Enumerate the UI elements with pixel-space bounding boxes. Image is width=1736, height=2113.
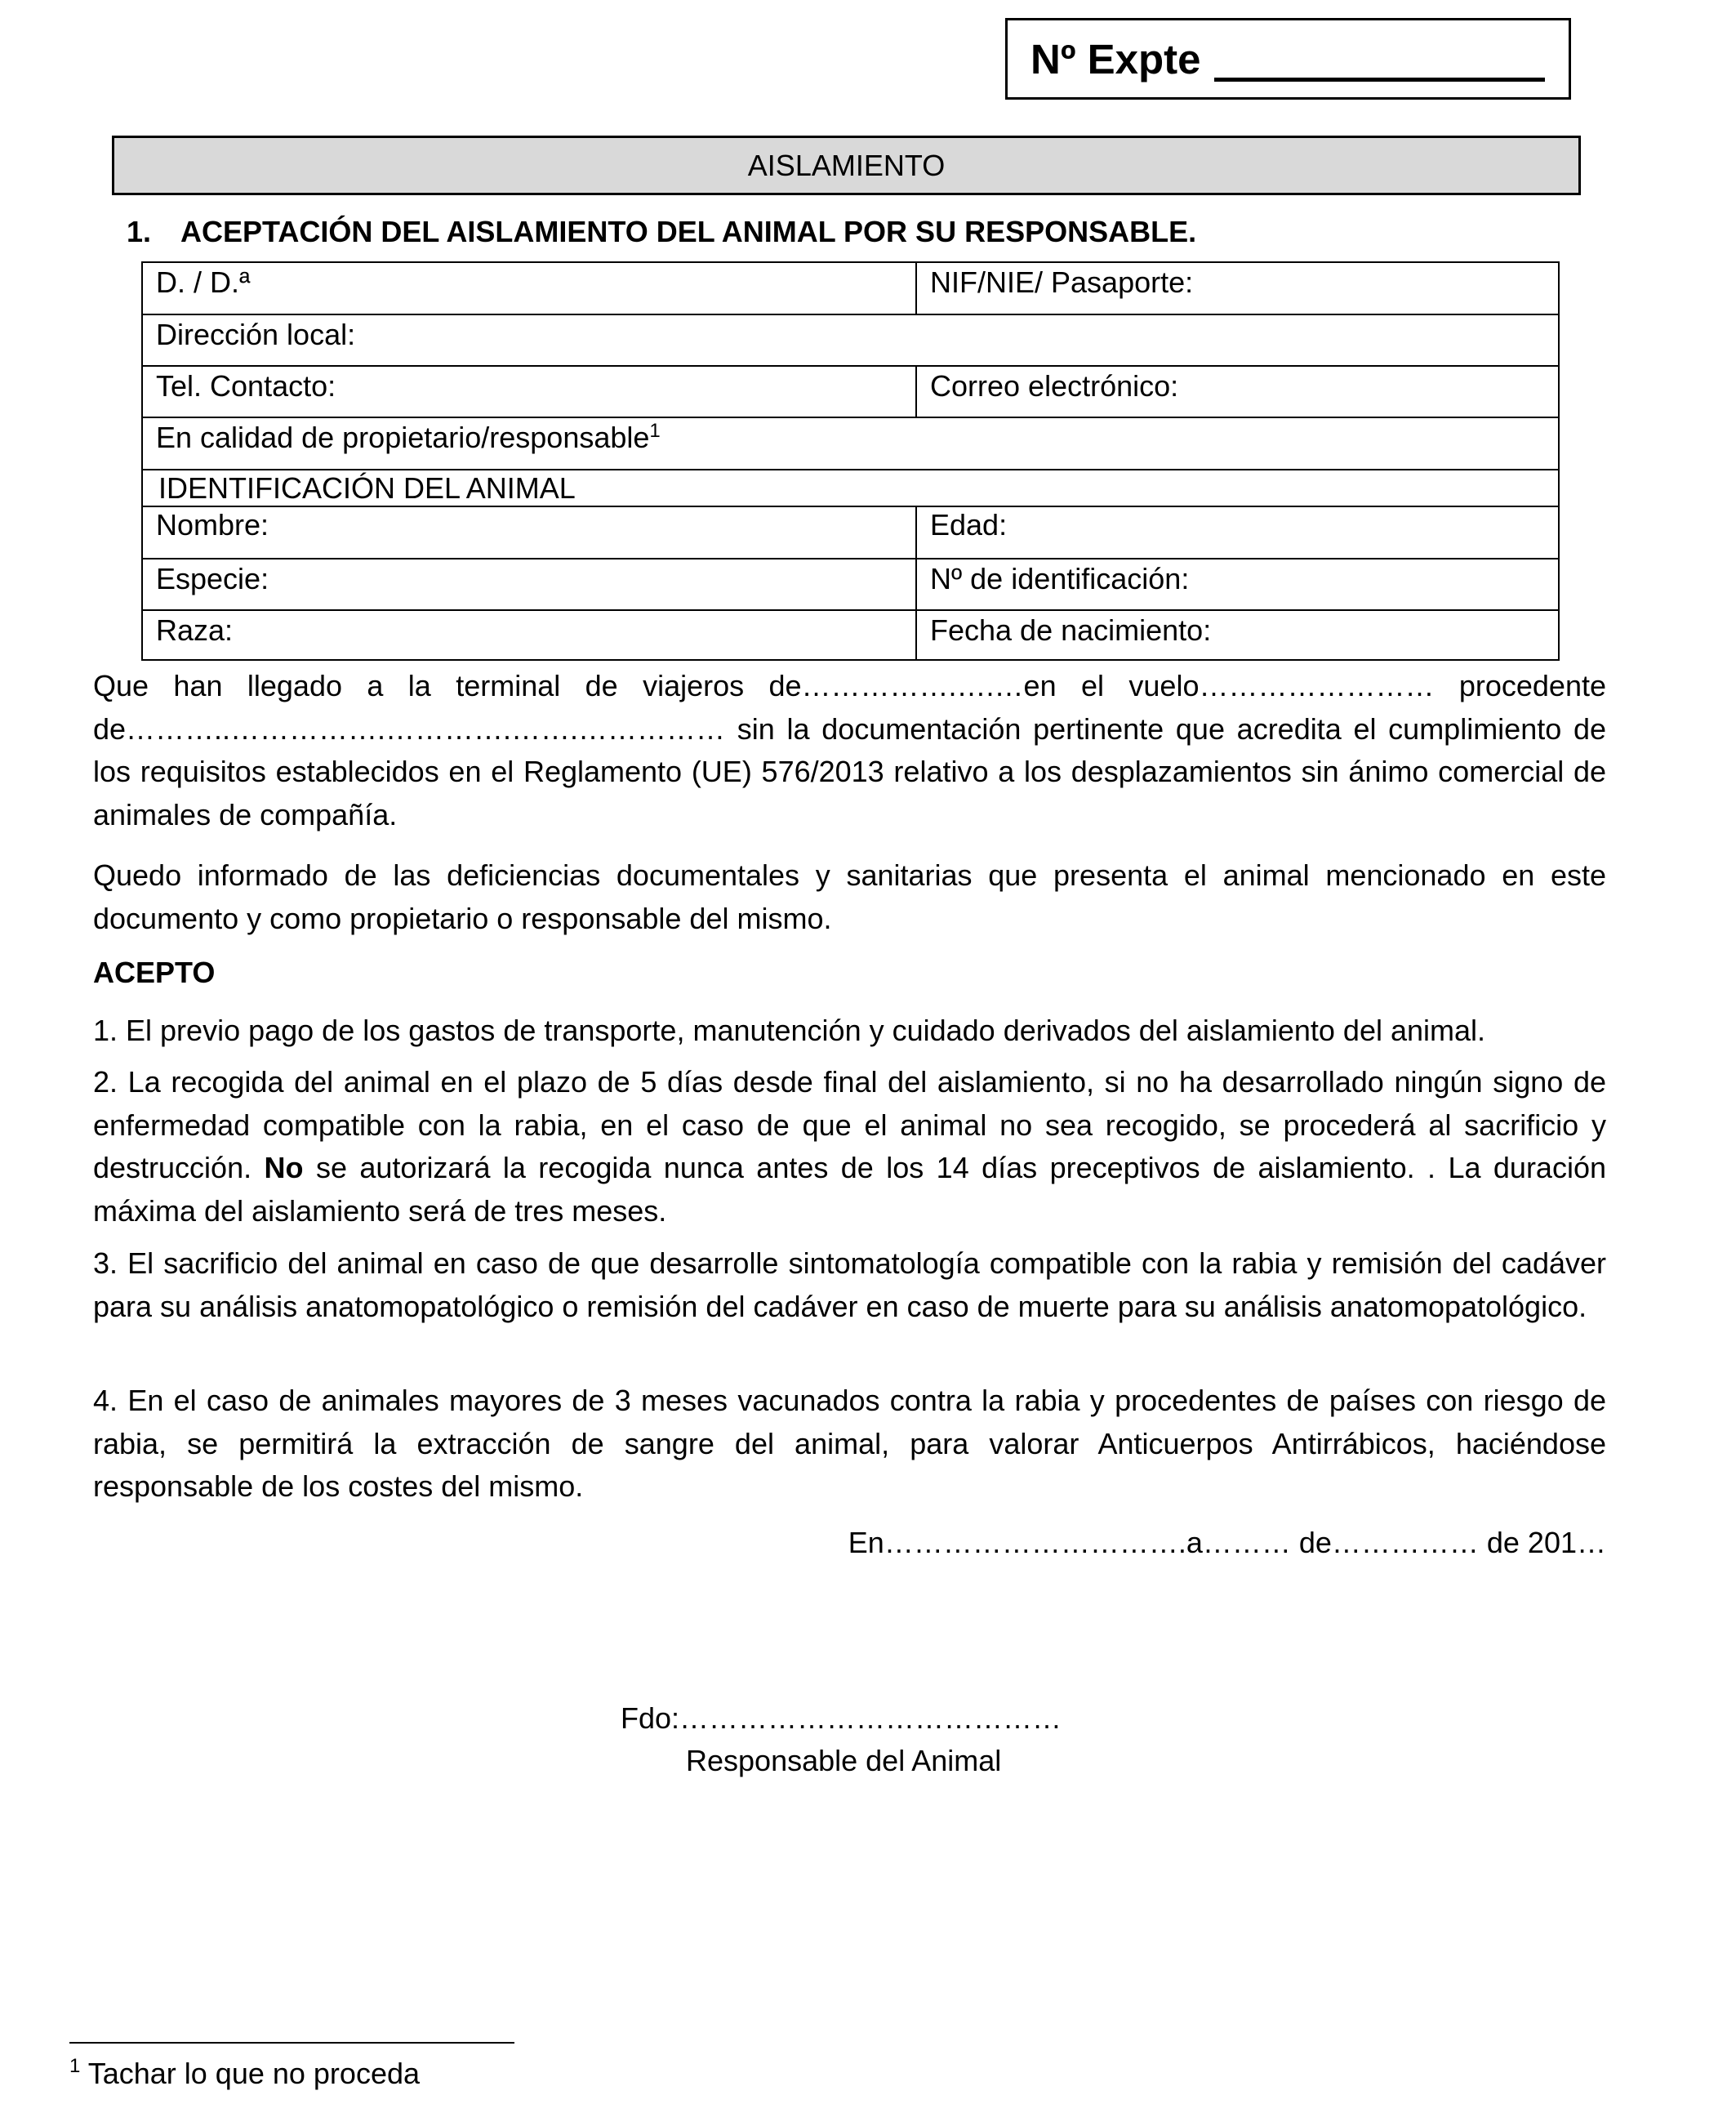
id-number-label: Nº de identificación: — [930, 562, 1190, 595]
form-row-animal-heading — [143, 470, 1558, 507]
accept-item-2-emphasis: No — [264, 1151, 304, 1184]
document-title-bar — [112, 136, 1581, 195]
age-cell — [917, 507, 1558, 558]
accept-item-1: 1. El previo pago de los gastos de transporte, manutención y cuidado derivados del aislamiento del animal. — [93, 1014, 1486, 1047]
email-cell — [917, 367, 1558, 417]
expediente-blank-line — [1214, 37, 1545, 82]
breed-cell — [143, 611, 917, 661]
animal-heading-cell — [143, 470, 1558, 506]
section-title: ACEPTACIÓN DEL AISLAMIENTO DEL ANIMAL POR SU RESPONSABLE. — [180, 215, 1197, 248]
document-title: AISLAMIENTO — [747, 148, 946, 182]
address-cell — [143, 315, 1558, 365]
phone-label: Tel. Contacto: — [156, 369, 336, 403]
breed-label: Raza: — [156, 613, 234, 647]
footnote — [69, 2057, 420, 2091]
section-heading — [127, 215, 1196, 249]
owner-animal-form-table — [141, 261, 1560, 661]
accept-item-4: 4. En el caso de animales mayores de 3 meses vacunados contra la rabia y procedentes de países con riesgo de rabia, se permitirá la extracción de sangre del animal, para valorar Anticuerpos Antirrábicos, haciéndose responsable de los costes del mismo. — [93, 1384, 1606, 1503]
form-row-breed — [143, 611, 1558, 661]
age-label: Edad: — [930, 508, 1008, 542]
acepto-heading: ACEPTO — [93, 956, 216, 989]
form-row-address — [143, 315, 1558, 367]
capacity-cell — [143, 418, 1558, 469]
signature-block — [621, 1697, 1062, 1782]
species-cell — [143, 559, 917, 609]
capacity-label: En calidad de propietario/responsable — [156, 421, 650, 454]
animal-name-label: Nombre: — [156, 508, 269, 542]
accept-item-2 — [93, 1061, 1606, 1233]
species-label: Especie: — [156, 562, 269, 595]
accept-item-2-text: 2. La recogida del animal en el plazo de 5 días desde final del aislamiento, si no ha desarrollado ningún signo de enfermedad compatible con la rabia, en el caso de que el animal no sea recogido, se procederá al sacrificio y destrucción. — [93, 1065, 1606, 1184]
footnote-text: Tachar lo que no proceda — [87, 2057, 421, 2090]
form-row-animal-name — [143, 507, 1558, 559]
expediente-label: Nº Expte — [1030, 35, 1201, 82]
place-date-line: En………………………….a……… de…………… de 201… — [848, 1526, 1606, 1559]
signature-role: Responsable del Animal — [686, 1744, 1002, 1777]
address-label: Dirección local: — [156, 318, 356, 351]
id-document-cell — [917, 263, 1558, 314]
capacity-text — [156, 418, 1558, 452]
birth-date-cell — [917, 611, 1558, 661]
animal-name-cell — [143, 507, 917, 558]
section-number: 1. — [127, 215, 152, 248]
arrival-paragraph: Que han llegado a la terminal de viajeros de…………….….…en el vuelo…………………… procedente de………..…………….………….…….…………… sin la documentación pertinente que acredita el cumplimiento de los requisitos establecidos en el Reglamento (UE) 576/2013 relativo a los desplazamientos sin ánimo comercial de animales de compañía. — [93, 669, 1606, 831]
accept-item-3: 3. El sacrificio del animal en caso de que desarrolle sintomatología compatible con la rabia y remisión del cadáver para su análisis anatomopatológico o remisión del cadáver en caso de muerte para su análisis anatomopatológico. — [93, 1246, 1606, 1323]
form-row-contact — [143, 367, 1558, 418]
phone-cell — [143, 367, 917, 417]
form-row-name — [143, 263, 1558, 315]
form-row-capacity — [143, 418, 1558, 470]
name-cell — [143, 263, 917, 314]
email-label: Correo electrónico: — [930, 369, 1179, 403]
name-label: D. / D.ª — [156, 265, 251, 299]
birth-date-label: Fecha de nacimiento: — [930, 613, 1212, 647]
form-row-species — [143, 559, 1558, 611]
footnote-marker: 1 — [69, 2055, 81, 2077]
id-document-label: NIF/NIE/ Pasaporte: — [930, 265, 1194, 299]
accept-item-2-text-cont: se autorizará la recogida nunca antes de los 14 días preceptivos de aislamiento. . La duración máxima del aislamiento será de tres meses. — [93, 1151, 1606, 1228]
signature-line: Fdo:………………………………… — [621, 1701, 1062, 1735]
footnote-divider — [69, 2042, 514, 2044]
expediente-number-box — [1005, 18, 1571, 100]
footnote-reference: 1 — [649, 420, 661, 442]
animal-heading: IDENTIFICACIÓN DEL ANIMAL — [158, 471, 576, 505]
id-number-cell — [917, 559, 1558, 609]
informed-paragraph: Quedo informado de las deficiencias documentales y sanitarias que presenta el animal mencionado en este documento y como propietario o responsable del mismo. — [93, 858, 1606, 935]
